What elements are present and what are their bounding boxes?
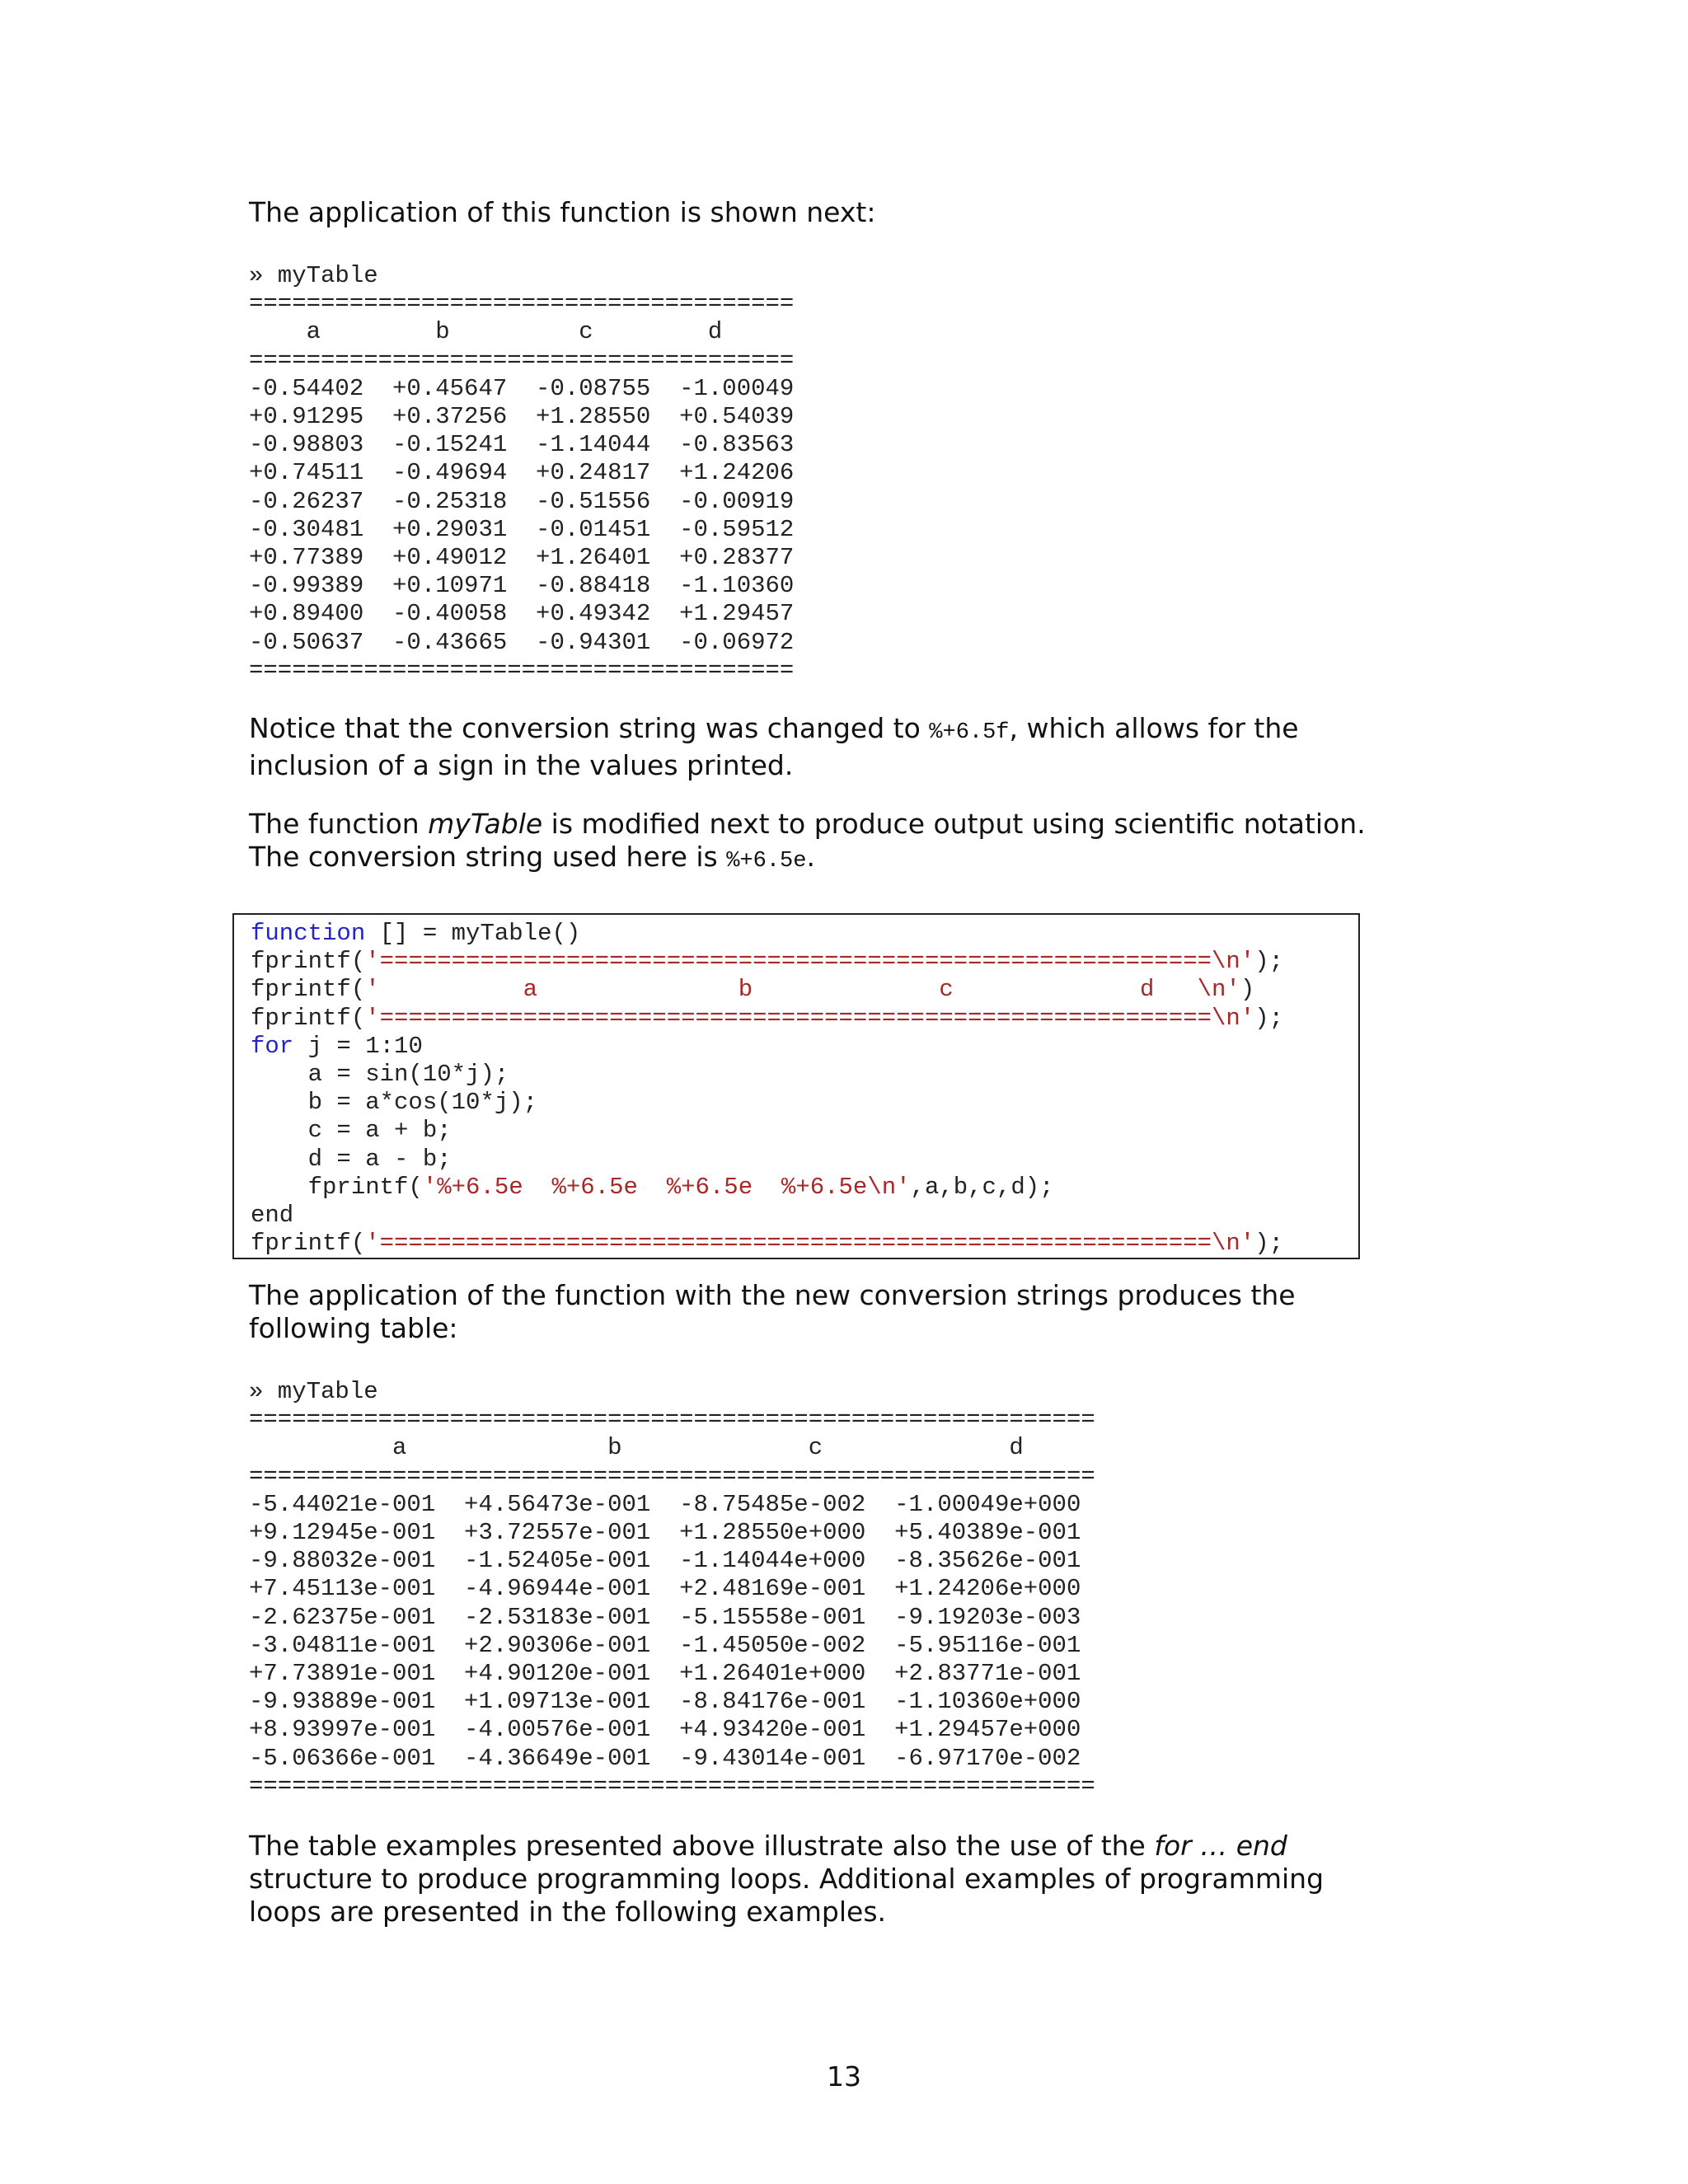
table-row: +0.74511 -0.49694 +0.24817 +1.24206	[249, 459, 795, 487]
conversion-string: %+6.5e	[726, 849, 807, 874]
table-row: +8.93997e-001 -4.00576e-001 +4.93420e-001 +1.29457e+000	[249, 1716, 1081, 1744]
table-rule: ===========================================================	[249, 1406, 1095, 1434]
table-row: +7.73891e-001 +4.90120e-001 +1.26401e+000 +2.83771e-001	[249, 1660, 1081, 1688]
table-rule: ===========================================================	[249, 1772, 1095, 1800]
conversion-string: %+6.5f	[929, 720, 1010, 745]
code-line: b = a*cos(10*j);	[251, 1089, 538, 1117]
page-number: 13	[827, 2060, 861, 2093]
table-row: +0.89400 -0.40058 +0.49342 +1.29457	[249, 600, 795, 628]
table-rule: ======================================	[249, 346, 795, 374]
table-row: -0.99389 +0.10971 -0.88418 -1.10360	[249, 572, 795, 600]
code-listing	[232, 913, 1360, 1259]
code-string: '==========================================================\n'	[365, 1230, 1255, 1258]
code-line: d = a - b;	[251, 1145, 452, 1173]
command-prompt: » myTable	[249, 262, 378, 289]
code-string: ' a b c d \n'	[365, 976, 1240, 1004]
table-row: +0.77389 +0.49012 +1.26401 +0.28377	[249, 544, 795, 572]
table-row: -9.88032e-001 -1.52405e-001 -1.14044e+000 -8.35626e-001	[249, 1547, 1081, 1575]
closing-paragraph: The table examples presented above illustrate also the use of the for … end structure to produce programming loops. Additional examples of programming loops are presented in the following examples.	[249, 1830, 1325, 1928]
table-row: -3.04811e-001 +2.90306e-001 -1.45050e-002 -5.95116e-001	[249, 1631, 1081, 1659]
table-header: a b c d	[249, 318, 723, 346]
output-table-fixed	[249, 262, 794, 685]
output-table-scientific	[249, 1378, 1095, 1801]
table-row: -5.44021e-001 +4.56473e-001 -8.75485e-002 -1.00049e+000	[249, 1490, 1081, 1518]
table-row: -0.26237 -0.25318 -0.51556 -0.00919	[249, 487, 795, 515]
table-row: -2.62375e-001 -2.53183e-001 -5.15558e-001 -9.19203e-003	[249, 1603, 1081, 1631]
table-rule: ======================================	[249, 656, 795, 684]
table-header: a b c d	[249, 1434, 1024, 1462]
code-block: function [] = myTable() fprintf('==========================================================\n'); fprintf(' a b c d \n') fprintf('==========================================================\n'); for j = 1:10 a = sin(10*j); b = a*cos(10*j); c = a + b; d = a - b; fprintf('%+6.5e %+6.5e %+6.5e %+6.5e\n',a,b,c,d); end fprintf('==========================================================\n');	[251, 920, 1284, 1258]
keyword-for: for	[251, 1032, 294, 1060]
modification-paragraph: The function myTable is modified next to produce output using scientific notation. The conversion string used here is %+6.5e.	[249, 808, 1366, 874]
table-rule: ===========================================================	[249, 1462, 1095, 1490]
keyword-end: end	[251, 1202, 294, 1230]
table-row: +9.12945e-001 +3.72557e-001 +1.28550e+000 +5.40389e-001	[249, 1519, 1081, 1547]
notice-paragraph: Notice that the conversion string was changed to %+6.5f, which allows for the inclusion of a sign in the values printed.	[249, 712, 1299, 781]
table-row: -0.98803 -0.15241 -1.14044 -0.83563	[249, 431, 795, 459]
table-row: -0.30481 +0.29031 -0.01451 -0.59512	[249, 515, 795, 543]
code-string: '%+6.5e %+6.5e %+6.5e %+6.5e\n'	[422, 1173, 911, 1201]
table-rule: ======================================	[249, 290, 795, 318]
code-string: '==========================================================\n'	[365, 1004, 1255, 1032]
code-string: '==========================================================\n'	[365, 948, 1255, 976]
table-row: -5.06366e-001 -4.36649e-001 -9.43014e-001 -6.97170e-002	[249, 1744, 1081, 1772]
table-row: +7.45113e-001 -4.96944e-001 +2.48169e-001 +1.24206e+000	[249, 1575, 1081, 1603]
loop-structure: for … end	[1154, 1830, 1287, 1862]
function-name: myTable	[428, 808, 543, 840]
table-row: -0.50637 -0.43665 -0.94301 -0.06972	[249, 628, 795, 656]
table-row: -0.54402 +0.45647 -0.08755 -1.00049	[249, 374, 795, 402]
table-row: -9.93889e-001 +1.09713e-001 -8.84176e-001 -1.10360e+000	[249, 1688, 1081, 1716]
application-paragraph: The application of the function with the new conversion strings produces the following table:	[249, 1279, 1296, 1344]
command-prompt: » myTable	[249, 1378, 378, 1405]
intro-paragraph: The application of this function is shown next:	[249, 196, 876, 228]
code-line: a = sin(10*j);	[251, 1061, 509, 1089]
keyword-function: function	[251, 920, 366, 947]
code-line: c = a + b;	[251, 1117, 452, 1145]
table-row: +0.91295 +0.37256 +1.28550 +0.54039	[249, 403, 795, 431]
